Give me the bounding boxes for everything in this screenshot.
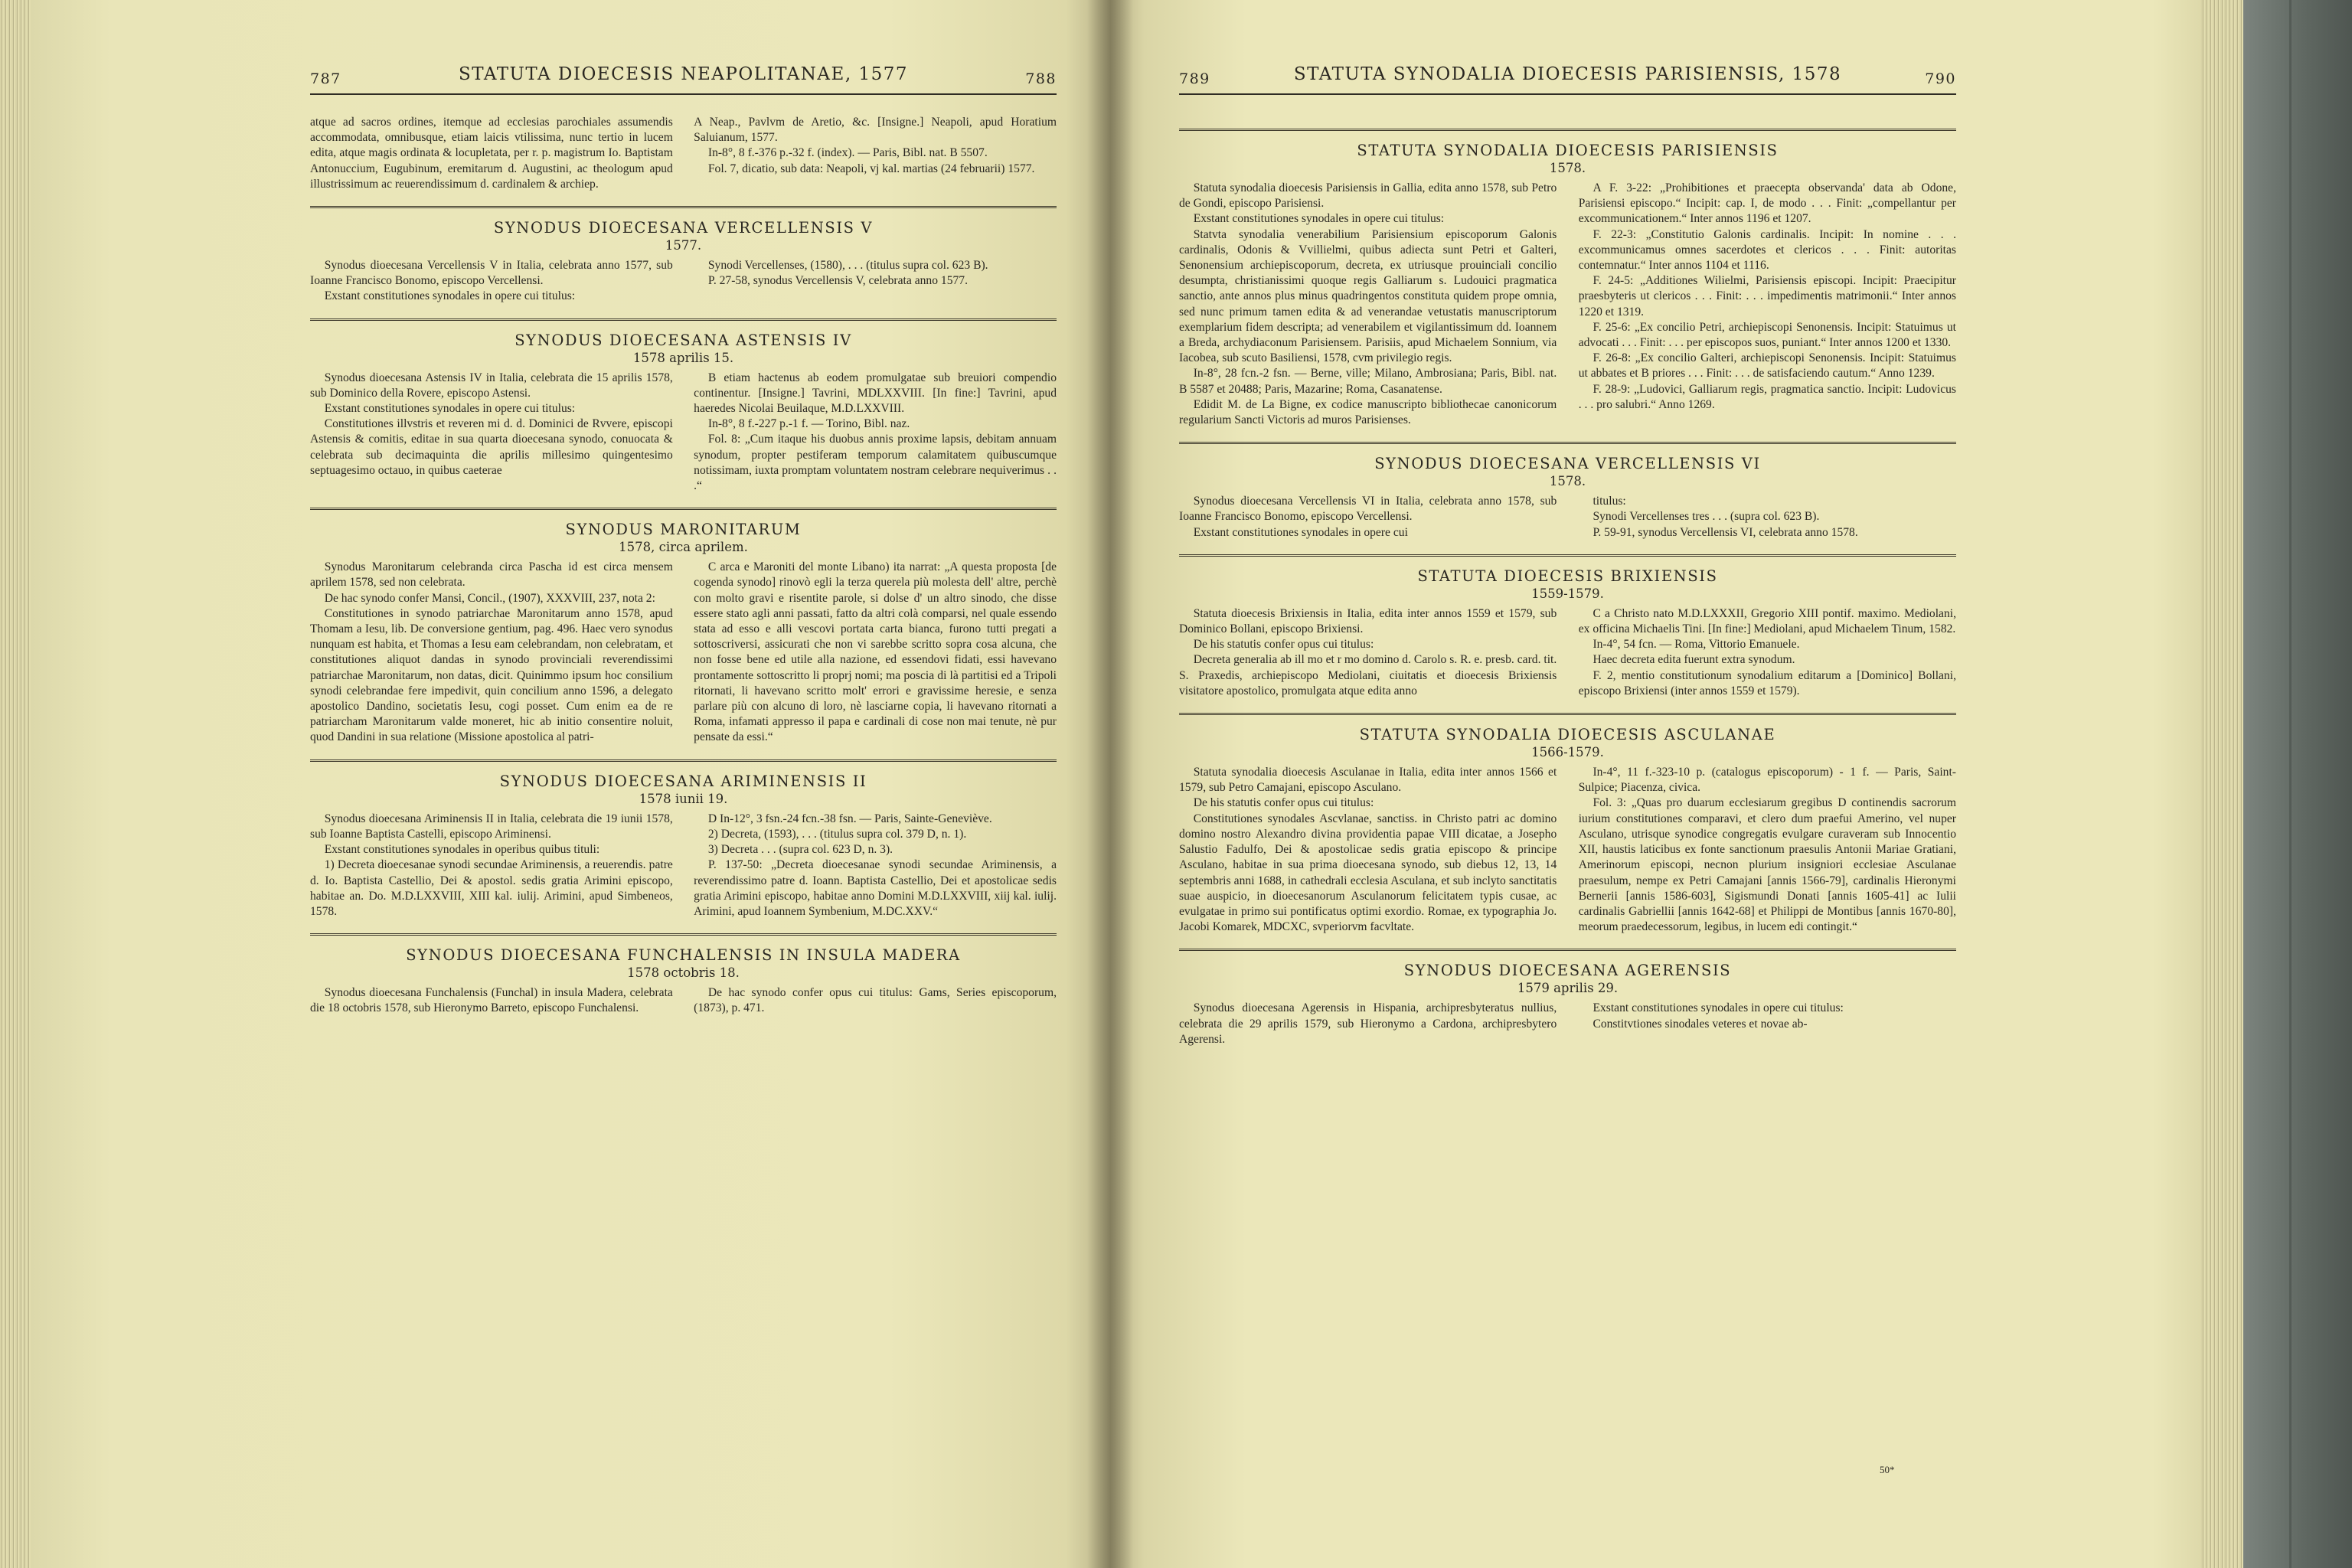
page-header <box>310 0 1057 115</box>
section-date: 1578, circa aprilem. <box>619 540 748 555</box>
text-column-left <box>1179 606 1557 699</box>
signature-mark: 50* <box>1880 1464 1895 1475</box>
paragraph: Fol. 8: „Cum itaque his duobus annis proxime lapsis, debitam annuam synodum, propter pestiferam temporum calamitatem quibuscumque notissimam, iuxta promptam voluntatem nostram celebrare nequiverimus . . .“ <box>694 433 1057 493</box>
text-column-right <box>694 371 1057 495</box>
section-title: SYNODUS DIOECESANA ASTENSIS IV <box>514 331 852 349</box>
synod-entry <box>310 318 1057 495</box>
left-page-content <box>310 0 1057 1568</box>
paragraph: Fol. 3: „Quas pro duarum ecclesiarum gregibus D continendis sacrorum iurium constitutiones comparavi, et clero dum praefui Amerino, vel nuper Asculano, utrisque synodice congregatis evulgare curaveram sub Innocentio XII, haustis laticibus ex fonte sanctionum praesulis Antonii Mariae Gratiani, Amerinorum episcopi, necnon plurium insigniori ecclesiae Asculanae praesulum, nempe ex Petri Camajani [annis 1566-79], cardinalis Hieronymi Bernerii [annis 1586-603], Sigismundi Donati [annis 1605-41] ac Iulii cardinalis Gabriellii [annis 1642-68] et Philippi de Montibus [annis 1670-80], meorum praedecessorum, legibus, in lucem edi contingit.“ <box>1578 796 1956 934</box>
paragraph: Exstant constitutiones synodales in opere cui titulus: <box>1193 212 1445 226</box>
section-divider <box>310 206 1057 208</box>
text-column-right <box>1579 606 1956 699</box>
paragraph: Synodus dioecesana Agerensis in Hispania, archipresbyteratus nullius, celebrata die 29 aprilis 1579, sub Hieronymo a Cardona, archipresbytero Agerensi. <box>1179 1001 1557 1046</box>
paragraph: Decreta generalia ab ill mo et r mo domino d. Carolo s. R. e. presb. card. tit. S. Praxedis, archiepiscopo Mediolani, ciuitatis et dioecesis Brixiensis visitatore apostolico, promulgata atque edita anno <box>1179 653 1557 697</box>
paragraph: F. 22-3: „Constitutio Galonis cardinalis. Incipit: In nomine . . . excommunicamus omnes sacerdotes et clericos . . . Finit: autoritas contemnatur.“ Inter annos 1104 et 1116. <box>1578 227 1956 273</box>
section-divider <box>310 933 1057 936</box>
text-column-left <box>310 371 673 495</box>
paragraph: Exstant constitutiones synodales in opere cui titulus: <box>324 289 576 303</box>
paragraph: Statvta synodalia venerabilium Parisiensium episcoporum Galonis cardinalis, Odonis & Vvillielmi, quibus adiecta sunt Petri et Galteri, Senonensium archiepiscoporum, decreta, ex utriusque prouinciali concilio desumpta, christianissimi quoque regis Galliarum s. Ludouici pragmatica sanctio, ante annos plus minus quadringentos constituta quidem prope omnia, sed nunc primum tamen edita & ad venerandae vetustatis manuscriptorum exemplarium fidem descripta; ad venerabilem et vigilantissimum dd. Ioannem a Breda, archydiaconum Parisiensem. Parisiis, apud Michaelem Sonnium, via Iacobea, sub scuto Basiliensi, 1578, cvm privilegio regis. <box>1179 227 1557 365</box>
paragraph: Synodus dioecesana Ariminensis II in Italia, celebrata die 19 iunii 1578, sub Ioanne Baptista Castelli, episcopo Ariminensi. <box>310 812 673 841</box>
paragraph: Synodus dioecesana Vercellensis VI in Italia, celebrata anno 1578, sub Ioanne Francisco Bonomo, episcopo Vercellensi. <box>1179 495 1557 524</box>
paragraph: Statuta dioecesis Brixiensis in Italia, edita inter annos 1559 et 1579, sub Dominico Bollani, episcopo Brixiensi. <box>1179 606 1557 636</box>
section-list <box>310 115 1057 1017</box>
paragraph: F. 2, mentio constitutionum synodalium editarum a [Dominico] Bollani, episcopo Brixiensi (inter annos 1559 et 1579). <box>1578 668 1956 697</box>
paragraph: In-4°, 11 f.-323-10 p. (catalogus episcoporum) - 1 f. — Paris, Saint-Sulpice; Piacenza, civica. <box>1578 766 1956 795</box>
paragraph: Exstant constitutiones synodales in opere cui titulus: <box>1592 1001 1844 1015</box>
two-column-text <box>310 985 1057 1016</box>
text-column-right <box>1579 765 1956 935</box>
paragraph: Constitutiones illvstris et reveren mi d. d. Dominici de Rvvere, episcopi Astensis & comitis, editae in sua quarta dioecesana synodo, conuocata & celebrata sub decimaquinta die aprilis millesimo quingentesimo septuagesimo octauo, in quibus caeterae <box>310 417 673 477</box>
section-date: 1579 aprilis 29. <box>1517 981 1619 996</box>
paragraph: P. 137-50: „Decreta dioecesanae synodi secundae Ariminensis, a reverendissimo patre d. Ioann. Baptista Castellio, Dei et apostolicae sedis gratia Arimini episcopo, habitae anno Domini M.D.LXXVIII, xiij kal. iulij. Arimini, apud Ioannem Symbenium, M.DC.XXV.“ <box>694 858 1057 918</box>
page-edges <box>2201 0 2243 1568</box>
header-rule <box>1179 93 1956 95</box>
paragraph: F. 28-9: „Ludovici, Galliarum regis, pragmatica sanctio. Incipit: Ludovicus . . . pro salubri.“ Anno 1269. <box>1578 382 1956 411</box>
text-column-left <box>1179 494 1557 541</box>
synod-entry <box>310 933 1057 1016</box>
synod-entry <box>310 206 1057 305</box>
text-column-left <box>310 560 673 745</box>
paragraph: atque ad sacros ordines, itemque ad ecclesias parochiales assumendis accommodata, omnibusque, etiam laicis vtilissima, nunc tertio in lucem edita, atque magis ordinata & locupletata, per r. p. magistrum Io. Baptistam Antonuccium, Eugubinum, eremitarum d. Augustini, ac theologum apud illustrissimum ac reuerendissimum d. cardinalem & archiep. <box>310 116 673 191</box>
running-head: STATUTA SYNODALIA DIOECESIS PARISIENSIS, 1578 <box>1293 64 1842 84</box>
right-page-content <box>1179 0 1956 1568</box>
text-column-left <box>310 812 673 920</box>
section-divider <box>1179 129 1956 131</box>
two-column-text <box>310 371 1057 495</box>
paragraph: Exstant constitutiones synodales in opere cui titulus: <box>324 402 576 416</box>
text-column-right <box>1579 181 1956 428</box>
section-date: 1578. <box>1549 161 1586 175</box>
background-surface <box>2243 0 2352 1568</box>
text-column-left <box>310 985 673 1016</box>
section-date: 1578. <box>1549 474 1586 489</box>
text-column-left <box>1179 1001 1557 1047</box>
paragraph: 2) Decreta, (1593), . . . (titulus supra col. 379 D, n. 1). <box>707 827 967 841</box>
paragraph: A Neap., Pavlvm de Aretio, &c. [Insigne.] Neapoli, apud Horatium Saluianum, 1577. <box>694 116 1057 145</box>
paragraph: 1) Decreta dioecesanae synodi secundae Ariminensis, a reuerendis. patre d. Io. Baptista Castellio, Dei & apostol. sedis gratia Arimini episcopo, habitae an. Do. M.D.LXXVIII, XIII kal. iulij. Arimini, apud Simbeneos, 1578. <box>310 858 673 918</box>
synod-entry <box>1179 713 1956 935</box>
paragraph: In-8°, 8 f.-376 p.-32 f. (index). — Paris, Bibl. nat. B 5507. <box>707 146 988 160</box>
column-number-left: 787 <box>310 70 341 87</box>
paragraph: P. 27-58, synodus Vercellensis V, celebrata anno 1577. <box>707 274 968 288</box>
paragraph: In-8°, 8 f.-227 p.-1 f. — Torino, Bibl. naz. <box>707 417 910 431</box>
paragraph: 3) Decreta . . . (supra col. 623 D, n. 3). <box>707 843 893 857</box>
paragraph: Synodus dioecesana Vercellensis V in Italia, celebrata anno 1577, sub Ioanne Francisco Bonomo, episcopo Vercellensi. <box>310 259 673 288</box>
two-column-text <box>1179 765 1956 935</box>
synod-entry <box>1179 129 1956 428</box>
paragraph: P. 59-91, synodus Vercellensis VI, celebrata anno 1578. <box>1592 525 1858 539</box>
page-edges <box>0 0 31 1568</box>
column-number-left: 789 <box>1179 70 1210 87</box>
text-column-right <box>694 985 1057 1016</box>
section-date: 1578 iunii 19. <box>639 791 728 806</box>
section-date: 1578 octobris 18. <box>627 965 740 981</box>
two-column-text <box>310 258 1057 305</box>
synod-entry <box>1179 949 1956 1047</box>
paragraph: Synodi Vercellenses tres . . . (supra col. 623 B). <box>1592 510 1820 524</box>
section-title: STATUTA DIOECESIS BRIXIENSIS <box>1417 567 1718 585</box>
text-column-left <box>310 115 673 192</box>
paragraph: Statuta synodalia dioecesis Asculanae in Italia, edita inter annos 1566 et 1579, sub Petro Camajani, episcopo Asculano. <box>1179 766 1557 795</box>
text-column-right <box>694 812 1057 920</box>
paragraph: F. 26-8: „Ex concilio Galteri, archiepiscopi Senonensis. Incipit: Statuimus ut abbates et B priores . . . Finit: . . . de satisfaciendo cautum.“ Anno 1239. <box>1578 351 1956 381</box>
section-date: 1559-1579. <box>1531 586 1604 601</box>
synod-entry <box>1179 442 1956 541</box>
section-title: STATUTA SYNODALIA DIOECESIS ASCULANAE <box>1359 726 1776 744</box>
header-rule <box>310 93 1057 95</box>
section-list <box>1179 129 1956 1047</box>
two-column-text <box>310 812 1057 920</box>
text-column-right <box>1579 494 1956 541</box>
synod-entry <box>310 115 1057 192</box>
paragraph: Constitutiones in synodo patriarchae Maronitarum anno 1578, apud Thomam a Iesu, lib. De conversione gentium, pag. 496. Haec vero synodus nunquam est habita, et Thomas a Iesu eam celebrandam, non celebratam, et constitutiones aliquot dandas in synodo provinciali reverendissimi patriarchae Maronitarum, non datas, dicit. Quinimmo ipsum hoc consilium synodi celebrandae fere impedivit, quin concilium anno 1596, a delegato apostolico Dandino, societatis Iesu, cogi posset. Cum enim ea de re patriarcham Maronitarum valde moneret, hic ab initio consentire noluit, quod Dandini in sua relatione (Missione apostolica al patri- <box>310 606 673 744</box>
paragraph: B etiam hactenus ab eodem promulgatae sub breuiori compendio continentur. [Insigne.] Tavrini, MDLXXVIII. [In fine:] Tavrini, apud haeredes Nicolai Beuilaque, M.D.LXXVIII. <box>694 371 1057 416</box>
text-column-right <box>694 560 1057 745</box>
running-head: STATUTA DIOECESIS NEAPOLITANAE, 1577 <box>459 64 908 84</box>
text-column-right <box>694 258 1057 305</box>
paragraph: C arca e Maroniti del monte Libano) ita narrat: „A questa proposta [de cogenda synodo] rinovò egli la terza querela più molesta dell' altre, perchè con molto gravi e risentite parole, si dolse d' un altro sinodo, che disse essere stato agli anni passati, fatto da altri colà comparsi, nel quale essendo stata ad esso e alli vescovi portata carta bianca, furono tutti pregati a sottoscriversi, assicurati che non vi sarebbe scritto sopra cosa alcuna, che non fosse bene ed utile alla nazione, ed essendovi fidati, essi havevano prontamente sottoscritto li proprj nomi; ma poscia di là partitisi ed a Tripoli ritornati, li havevano scritto molt' errori e gravissime heresie, e senza parlare più con alcuno di loro, nè lasciarne copia, li havevano ritornati a Roma, infamati appresso il papa e cardinali di cose non mai tenute, nè pur pensate da essi.“ <box>694 560 1057 744</box>
section-divider <box>310 760 1057 762</box>
section-date: 1578 aprilis 15. <box>632 350 734 365</box>
text-column-left <box>1179 181 1557 428</box>
synod-entry <box>310 760 1057 920</box>
paragraph: Exstant constitutiones synodales in operibus quibus tituli: <box>324 843 600 857</box>
paragraph: A F. 3-22: „Prohibitiones et praecepta observanda' data ab Odone, Parisiensi episcopo.“ Incipit: cap. I, de modo . . . Finit: „compellantur per excommunicationem.“ Inter annos 1196 et 1207. <box>1578 181 1956 226</box>
left-page <box>0 0 1110 1568</box>
section-date: 1577. <box>665 238 702 253</box>
paragraph: Statuta synodalia dioecesis Parisiensis in Gallia, edita anno 1578, sub Petro de Gondi, episcopo Parisiensi. <box>1179 181 1557 211</box>
paragraph: De hac synodo confer Mansi, Concil., (1907), XXXVIII, 237, nota 2: <box>324 591 655 605</box>
paragraph: Constitutiones synodales Ascvlanae, sanctiss. in Christo patri ac domino domino nostro Alexandro divina providentia papae VIII dicatae, a Josepho Salustio Fadulfo, Dei & apostolicae sedis gratia episcopo & principe Asculano, habitae in sua prima dioecesana synodo, sub diebus 12, 13, 14 septembris anni 1688, in cathedrali ecclesia Asculana, et sub inclyto sanctitatis suae auspicio, in dioecesanorum Asculanorum felicitatem typis cusae, ac evulgatae in primo sui pontificatus optimi exordio. Romae, ex typographia Jo. Jacobi Komarek, MDCXC, svperiorvm facvltate. <box>1179 812 1557 934</box>
section-divider <box>1179 442 1956 444</box>
paragraph: In-4°, 54 fcn. — Roma, Vittorio Emanuele. <box>1592 638 1800 652</box>
paragraph: Synodus dioecesana Astensis IV in Italia, celebrata die 15 aprilis 1578, sub Dominico della Rovere, episcopo Astensi. <box>310 371 673 400</box>
right-page <box>1110 0 2243 1568</box>
two-column-text <box>1179 606 1956 699</box>
column-number-right: 788 <box>1025 70 1057 87</box>
section-title: SYNODUS MARONITARUM <box>565 521 802 539</box>
section-divider <box>1179 554 1956 557</box>
section-divider <box>310 508 1057 510</box>
section-title: SYNODUS DIOECESANA VERCELLENSIS VI <box>1374 455 1761 473</box>
page-header <box>1179 0 1956 115</box>
synod-entry <box>310 508 1057 745</box>
paragraph: Constitvtiones sinodales veteres et novae ab- <box>1592 1017 1808 1031</box>
section-date: 1566-1579. <box>1531 745 1604 760</box>
paragraph: D In-12°, 3 fsn.-24 fcn.-38 fsn. — Paris, Sainte-Geneviève. <box>707 812 992 825</box>
text-column-left <box>310 258 673 305</box>
paragraph: F. 25-6: „Ex concilio Petri, archiepiscopi Senonensis. Incipit: Statuimus ut advocati . . . Finit: . . . per episcopos suos, puniant.“ Inter annos 1200 et 1330. <box>1578 320 1956 350</box>
two-column-text <box>310 560 1057 745</box>
paragraph: De hac synodo confer opus cui titulus: Gams, Series episcoporum, (1873), p. 471. <box>694 986 1057 1015</box>
paragraph: C a Christo nato M.D.LXXXII, Gregorio XIII pontif. maximo. Mediolani, ex officina Michaelis Tini. [In fine:] Mediolani, apud Michaelem Tinum, 1582. <box>1578 606 1956 636</box>
paragraph: Exstant constitutiones synodales in opere cui <box>1193 525 1408 539</box>
section-title: STATUTA SYNODALIA DIOECESIS PARISIENSIS <box>1357 142 1779 159</box>
text-column-right <box>694 115 1057 192</box>
section-title: SYNODUS DIOECESANA FUNCHALENSIS IN INSULA MADERA <box>406 946 961 965</box>
paragraph: In-8°, 28 fcn.-2 fsn. — Berne, ville; Milano, Ambrosiana; Paris, Bibl. nat. B 5587 et 20488; Paris, Mazarine; Roma, Casanatense. <box>1179 367 1557 396</box>
two-column-text <box>310 115 1057 192</box>
paragraph: Synodus Maronitarum celebranda circa Pascha id est circa mensem aprilem 1578, sed non celebrata. <box>310 560 673 590</box>
section-divider <box>310 318 1057 321</box>
column-number-right: 790 <box>1925 70 1956 87</box>
section-divider <box>1179 949 1956 951</box>
text-column-right <box>1579 1001 1956 1047</box>
paragraph: F. 24-5: „Additiones Wilielmi, Parisiensis episcopi. Incipit: Praecipitur praesbyteris ut clericos . . . Finit: . . . impedimentis matrimonii.“ Inter annos 1220 et 1319. <box>1578 274 1956 318</box>
text-column-left <box>1179 765 1557 935</box>
paragraph: Edidit M. de La Bigne, ex codice manuscripto bibliothecae canonicorum regularium Sancti Victoris ad muros Parisienses. <box>1179 397 1557 427</box>
section-title: SYNODUS DIOECESANA ARIMINENSIS II <box>499 772 867 790</box>
paragraph: Synodi Vercellenses, (1580), . . . (titulus supra col. 623 B). <box>707 259 988 273</box>
paragraph: Synodus dioecesana Funchalensis (Funchal) in insula Madera, celebrata die 18 octobris 1578, sub Hieronymo Barreto, episcopo Funchalensi. <box>310 986 673 1015</box>
paragraph: De his statutis confer opus cui titulus: <box>1193 796 1374 810</box>
synod-entry <box>1179 554 1956 699</box>
section-title: SYNODUS DIOECESANA VERCELLENSIS V <box>493 219 874 237</box>
paragraph: titulus: <box>1592 495 1626 508</box>
paragraph: Fol. 7, dicatio, sub data: Neapoli, vj kal. martias (24 februarii) 1577. <box>707 162 1035 175</box>
section-title: SYNODUS DIOECESANA AGERENSIS <box>1403 962 1732 980</box>
two-column-text <box>1179 1001 1956 1047</box>
paragraph: Haec decreta edita fuerunt extra synodum. <box>1592 653 1795 667</box>
paragraph: De his statutis confer opus cui titulus: <box>1193 638 1374 652</box>
section-divider <box>1179 713 1956 715</box>
two-column-text <box>1179 181 1956 428</box>
two-column-text <box>1179 494 1956 541</box>
